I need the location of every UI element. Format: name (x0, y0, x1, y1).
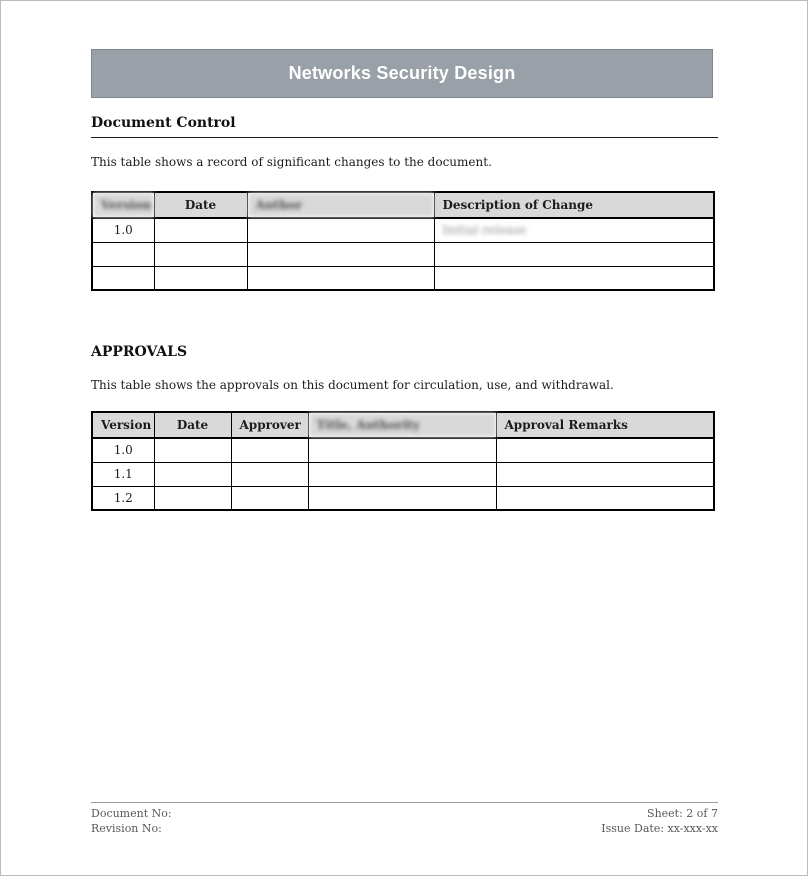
document-control-heading: Document Control (91, 115, 718, 138)
approvals-intro: This table shows the approvals on this document for circulation, use, and withdrawal. (91, 378, 614, 392)
column-header-approval-remarks: Approval Remarks (496, 412, 714, 438)
cell-author (247, 218, 434, 242)
cell-approver (231, 462, 308, 486)
cell-version (92, 242, 154, 266)
cell-date (154, 462, 231, 486)
cell-date (154, 486, 231, 510)
header-row (92, 192, 714, 218)
table-row (92, 266, 714, 290)
cell-title-authority (308, 486, 496, 510)
cell-date (154, 242, 247, 266)
cell-description (434, 266, 714, 290)
cell-approver (231, 438, 308, 462)
table-row (92, 218, 714, 242)
cell-author (247, 266, 434, 290)
cell-date (154, 438, 231, 462)
document-title: Networks Security Design (288, 63, 516, 83)
column-header-version: Version (92, 412, 154, 438)
cell-version (92, 266, 154, 290)
cell-description: Initial release (434, 218, 714, 242)
cell-date (154, 266, 247, 290)
issue-date: Issue Date: xx-xxx-xx (601, 822, 718, 835)
footer-right (601, 806, 718, 836)
cell-date (154, 218, 247, 242)
revision-no-label: Revision No: (91, 822, 162, 835)
column-header-date: Date (154, 192, 247, 218)
cell-approval-remarks (496, 438, 714, 462)
sheet-number: Sheet: 2 of 7 (647, 807, 718, 820)
cell-version: 1.1 (92, 462, 154, 486)
document-control-table (91, 191, 715, 291)
cell-author (247, 242, 434, 266)
cell-version: 1.2 (92, 486, 154, 510)
cell-version: 1.0 (92, 438, 154, 462)
footer (91, 802, 718, 836)
cell-version: 1.0 (92, 218, 154, 242)
footer-left (91, 806, 172, 836)
table-row (92, 486, 714, 510)
table-row (92, 462, 714, 486)
column-header-title-authority: Title, Authority (308, 412, 496, 438)
cell-title-authority (308, 438, 496, 462)
cell-title-authority (308, 462, 496, 486)
table-row (92, 438, 714, 462)
document-control-intro: This table shows a record of significant changes to the document. (91, 155, 492, 169)
cell-approver (231, 486, 308, 510)
approvals-table (91, 411, 715, 511)
document-no-label: Document No: (91, 807, 172, 820)
cell-approval-remarks (496, 462, 714, 486)
title-banner (91, 49, 713, 98)
column-header-approver: Approver (231, 412, 308, 438)
column-header-date: Date (154, 412, 231, 438)
cell-approval-remarks (496, 486, 714, 510)
column-header-version: Version (92, 192, 154, 218)
column-header-description: Description of Change (434, 192, 714, 218)
table-row (92, 242, 714, 266)
header-row (92, 412, 714, 438)
approvals-heading: APPROVALS (91, 344, 188, 360)
cell-description (434, 242, 714, 266)
column-header-author: Author (247, 192, 434, 218)
